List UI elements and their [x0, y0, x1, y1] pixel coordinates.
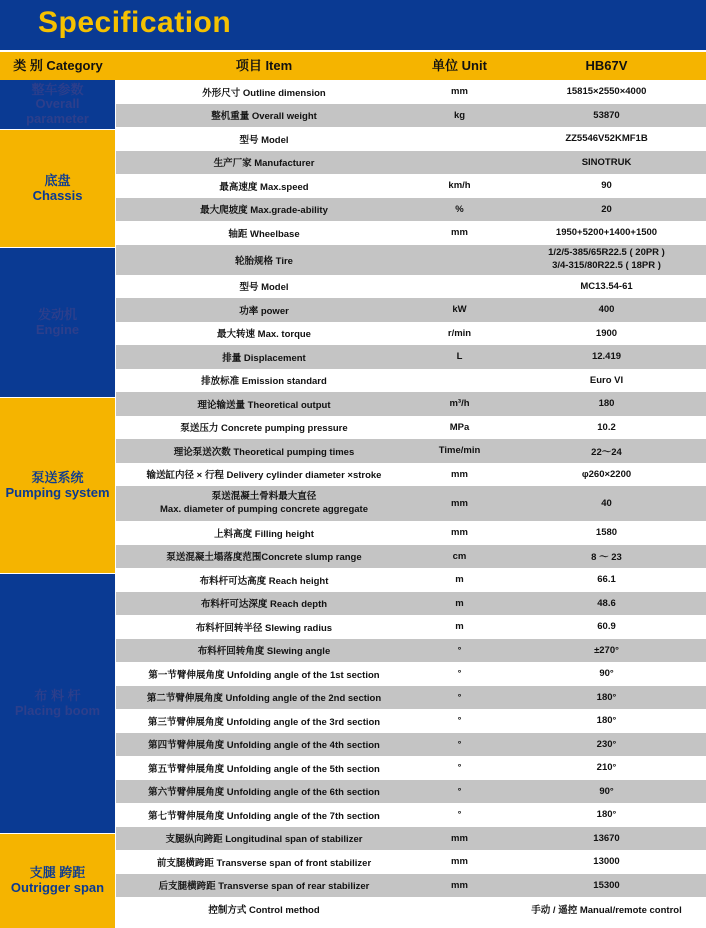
category-en: Pumping system [5, 484, 110, 500]
row-unit: % [455, 203, 464, 215]
category-en: Overall [35, 96, 80, 112]
header-item: 项目 Item [235, 58, 293, 73]
row-value: 40 [601, 498, 612, 509]
row-unit: ° [457, 809, 462, 821]
row-item: 第七节臂伸展角度 Unfolding angle of the 7th section [148, 810, 380, 822]
category-en: Chassis [32, 187, 83, 203]
category-overall [0, 80, 115, 129]
category-placing-boom [0, 574, 115, 833]
category-en: Outrigger span [10, 880, 105, 895]
row-unit: mm [451, 879, 468, 891]
row-value: 1580 [595, 527, 618, 539]
table-row [116, 392, 706, 416]
table-row [116, 709, 706, 733]
table-row [116, 756, 706, 780]
category-en: Engine [35, 321, 80, 337]
row-item: 第六节臂伸展角度 Unfolding angle of the 6th section [148, 787, 380, 799]
row-unit: m³/h [449, 398, 470, 410]
row-unit: MPa [449, 421, 470, 433]
table-row [116, 897, 706, 921]
row-unit [412, 897, 507, 921]
row-unit: ° [457, 785, 462, 797]
table-row [116, 463, 706, 487]
row-item: 轮胎规格 Tire [235, 255, 293, 267]
row-value: 90 [601, 180, 612, 192]
row-unit: ° [457, 738, 462, 750]
row-value: 22～24 [591, 446, 622, 458]
row-unit: ° [457, 668, 462, 680]
table-row [116, 639, 706, 663]
row-item: 控制方式 Control method [208, 904, 320, 916]
table-row [116, 174, 706, 198]
table-row [116, 545, 706, 569]
row-item: 整机重量 Overall weight [211, 111, 317, 123]
row-item: 泵送混凝土塌落度范围Concrete slump range [166, 552, 362, 564]
row-value: 180 [598, 398, 615, 410]
table-row [116, 221, 706, 245]
row-unit: kW [452, 304, 467, 316]
row-unit: ° [457, 691, 462, 703]
row-value: 210° [596, 762, 617, 774]
row-item: 布料杆可达深度 Reach depth [200, 599, 328, 611]
row-unit [412, 245, 507, 275]
row-item: 理论泵送次数 Theoretical pumping times [173, 446, 355, 458]
row-unit: Time/min [438, 445, 481, 457]
spec-table-body [116, 80, 706, 921]
table-row [116, 615, 706, 639]
table-row [116, 733, 706, 757]
row-unit: L [456, 351, 463, 363]
row-value: 230° [596, 738, 617, 750]
row-item: 外形尺寸 Outline dimension [202, 87, 326, 99]
category-outrigger [0, 834, 115, 928]
row-value: 15815×2550×4000 [566, 86, 647, 98]
row-unit: ° [457, 762, 462, 774]
row-item: 轴距 Wheelbase [228, 228, 300, 240]
row-item: 第四节臂伸展角度 Unfolding angle of the 4th section [148, 740, 380, 752]
row-unit: cm [452, 550, 467, 562]
row-item: 布料杆回转半径 Slewing radius [195, 622, 333, 634]
table-row [116, 151, 706, 175]
row-value: φ260×2200 [581, 468, 632, 480]
row-item: 支腿纵向跨距 Longitudinal span of stabilizer [165, 834, 363, 846]
table-row [116, 80, 706, 104]
table-row [116, 369, 706, 393]
row-value: 180° [596, 691, 617, 703]
row-item [116, 486, 412, 521]
row-value: 180° [596, 715, 617, 727]
row-item: 功率 power [239, 305, 289, 317]
row-item: 输送缸内径 × 行程 Delivery cylinder diameter ×stroke [146, 470, 382, 482]
row-unit [412, 275, 507, 299]
table-row [116, 592, 706, 616]
row-item: 第三节臂伸展角度 Unfolding angle of the 3rd section [147, 716, 381, 728]
row-value: Euro VI [589, 374, 624, 386]
row-unit: km/h [448, 180, 471, 192]
table-row [116, 827, 706, 851]
row-unit: mm [451, 527, 468, 539]
category-zh: 整车参数 [31, 81, 84, 97]
row-unit: ° [457, 644, 462, 656]
row-value-line: 1/2/5-385/65R22.5 ( 20PR ) [548, 246, 665, 258]
row-item: 第二节臂伸展角度 Unfolding angle of the 2nd section [146, 693, 382, 705]
row-value: 53870 [593, 109, 620, 121]
row-value: SINOTRUK [581, 156, 632, 168]
row-value: 手动 / 遥控 Manual/remote control [531, 904, 682, 916]
row-value: 1950+5200+1400+1500 [555, 227, 658, 239]
row-item: 型号 Model [239, 134, 289, 146]
row-value: 8 ～ 23 [591, 552, 622, 564]
table-row [116, 662, 706, 686]
row-item: 第五节臂伸展角度 Unfolding angle of the 5th section [148, 763, 380, 775]
row-value: 15300 [593, 879, 620, 891]
table-header [0, 52, 706, 80]
row-value: 180° [596, 809, 617, 821]
table-row [116, 345, 706, 369]
row-item: 布料杆可达高度 Reach height [199, 575, 329, 587]
row-unit [412, 127, 507, 151]
row-value: 13670 [593, 832, 620, 844]
row-item: 排量 Displacement [222, 352, 306, 364]
table-row [116, 104, 706, 128]
row-item: 泵送压力 Concrete pumping pressure [180, 423, 348, 435]
category-zh: 底盘 [44, 172, 71, 188]
row-value: 1900 [595, 327, 618, 339]
table-row [116, 275, 706, 299]
row-value: 13000 [593, 856, 620, 868]
category-zh: 支腿 跨距 [29, 865, 86, 881]
category-zh: 布 料 杆 [34, 687, 81, 703]
table-row [116, 416, 706, 440]
category-en: parameter [26, 110, 89, 126]
row-unit: mm [451, 468, 468, 480]
row-unit [412, 151, 507, 175]
table-row [116, 439, 706, 463]
row-item: 最大爬坡度 Max.grade-ability [200, 205, 328, 217]
header-unit: 单位 Unit [432, 58, 487, 73]
row-unit: ° [457, 715, 462, 727]
page-title: Specification [38, 6, 232, 39]
row-value-line: 3/4-315/80R22.5 ( 18PR ) [552, 259, 661, 271]
table-row [116, 298, 706, 322]
row-unit: kg [453, 109, 466, 121]
row-value: 10.2 [597, 421, 616, 433]
row-item: 理论输送量 Theoretical output [197, 399, 331, 411]
table-row [116, 486, 706, 521]
table-row [116, 780, 706, 804]
row-unit [412, 369, 507, 393]
row-value: MC13.54-61 [580, 280, 633, 292]
row-item: 排放标准 Emission standard [201, 376, 327, 388]
row-item: 第一节臂伸展角度 Unfolding angle of the 1st section [148, 669, 380, 681]
row-value: 48.6 [597, 597, 616, 609]
table-row [116, 521, 706, 545]
table-row [116, 850, 706, 874]
row-item: 后支腿横跨距 Transverse span of rear stabilizer [158, 881, 370, 893]
table-row [116, 322, 706, 346]
row-value: ±270° [594, 644, 619, 656]
row-value: ZZ5546V52KMF1B [565, 133, 648, 145]
row-unit: mm [451, 832, 468, 844]
header-category: 类 别 Category [13, 58, 103, 73]
row-unit: mm [451, 227, 468, 239]
row-value: 90° [599, 668, 614, 680]
row-unit: r/min [447, 327, 472, 339]
row-item: 生产厂家 Manufacturer [213, 158, 315, 170]
row-item-line: Max. diameter of pumping concrete aggregate [160, 503, 368, 515]
table-row [116, 803, 706, 827]
table-row [116, 874, 706, 898]
row-item-line: 泵送混凝土骨料最大直径 [211, 490, 317, 502]
row-item: 布料杆回转角度 Slewing angle [197, 646, 331, 658]
row-value: 66.1 [597, 574, 616, 586]
category-zh: 发动机 [37, 306, 77, 322]
row-unit: mm [451, 498, 468, 509]
row-item: 前支腿横跨距 Transverse span of front stabilizer [156, 857, 372, 869]
row-item: 最高速度 Max.speed [219, 181, 309, 193]
table-row [116, 245, 706, 275]
row-value [507, 245, 706, 275]
row-unit: m [455, 597, 464, 609]
category-chassis [0, 130, 115, 247]
title-banner [0, 0, 706, 50]
category-pumping [0, 398, 115, 573]
table-row [116, 198, 706, 222]
row-unit: mm [451, 86, 468, 98]
row-value: 60.9 [597, 621, 616, 633]
row-item: 最大转速 Max. torque [217, 329, 311, 341]
category-en: Placing boom [14, 702, 101, 718]
row-unit: m [455, 621, 464, 633]
row-unit: mm [451, 856, 468, 868]
row-value: 12.419 [591, 351, 622, 363]
category-engine [0, 248, 115, 397]
category-zh: 泵送系统 [31, 469, 84, 485]
header-model: HB67V [585, 58, 628, 73]
table-row [116, 127, 706, 151]
row-value: 400 [598, 304, 615, 316]
table-row [116, 686, 706, 710]
row-item: 型号 Model [239, 282, 289, 294]
row-value: 20 [601, 203, 612, 215]
row-item: 上料高度 Filling height [214, 528, 314, 540]
row-value: 90° [599, 785, 614, 797]
table-row [116, 568, 706, 592]
row-unit: m [455, 574, 464, 586]
